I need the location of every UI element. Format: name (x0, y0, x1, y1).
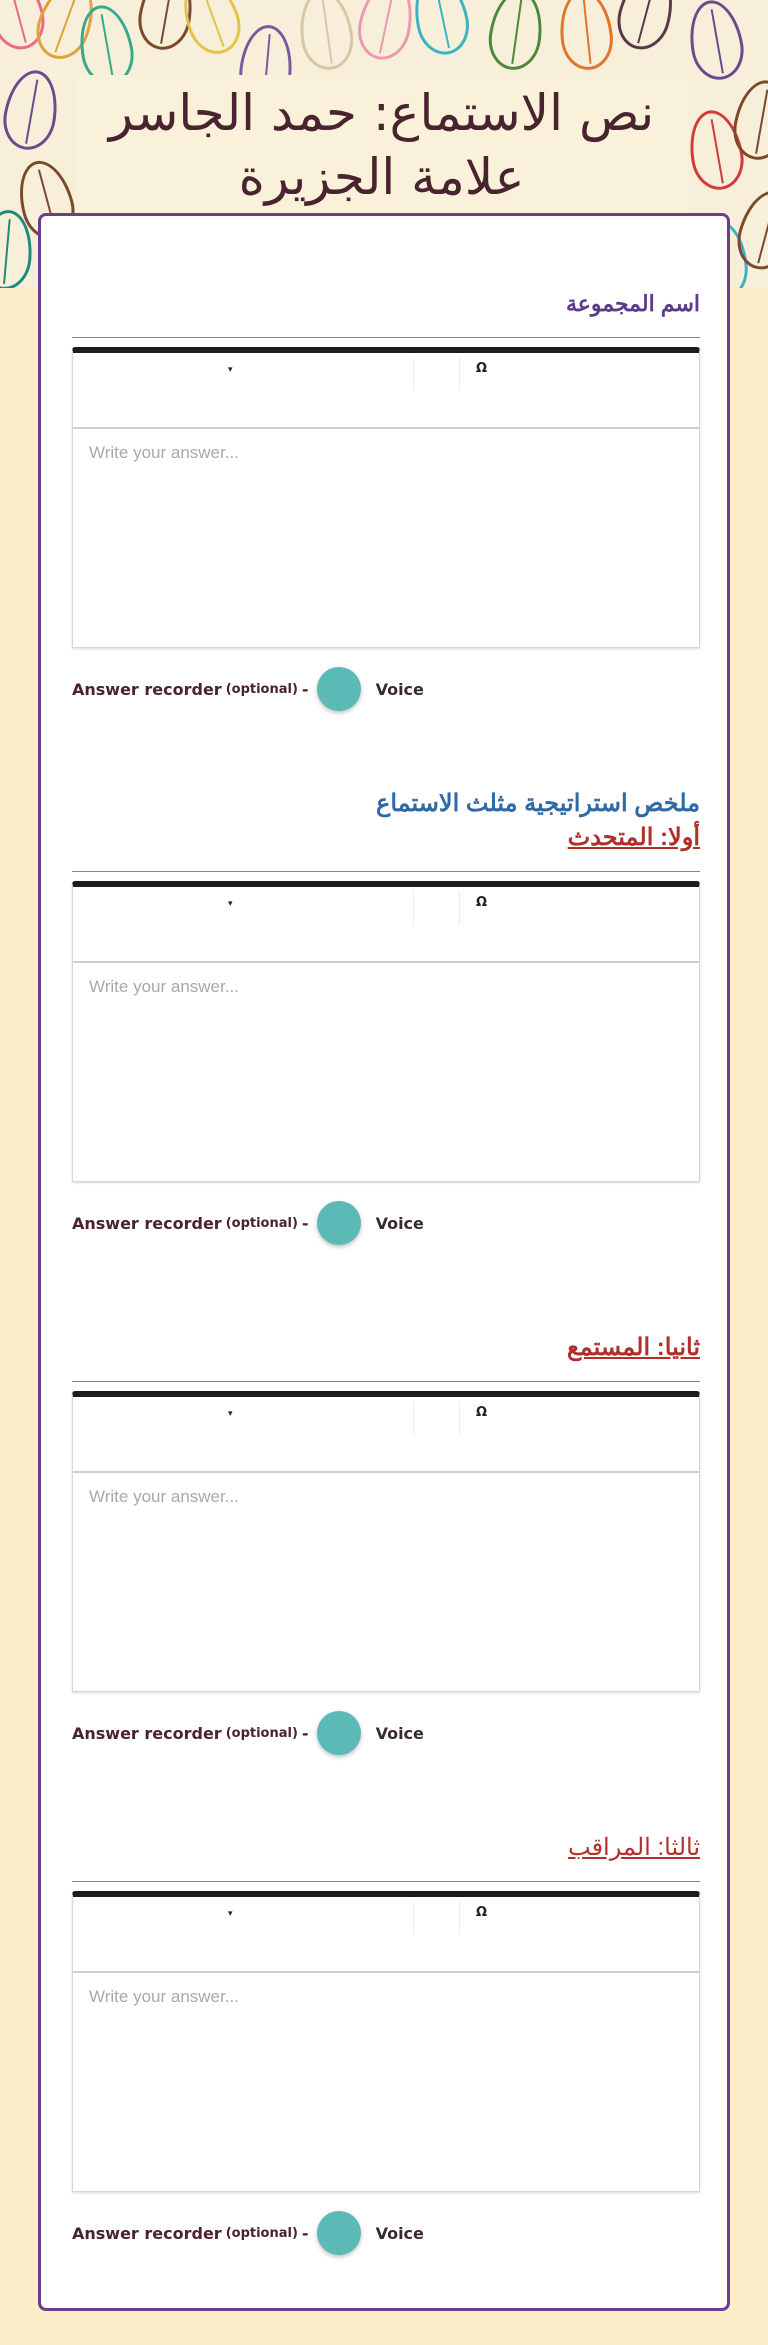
leaf-decoration-icon (407, 0, 474, 60)
format-dropdown-chevron-down-icon[interactable]: ▾ (228, 1909, 233, 1919)
recorder-dash: - (301, 1213, 309, 1233)
leaf-decoration-icon (0, 66, 64, 154)
voice-label: Voice (375, 2223, 424, 2243)
special-character-icon[interactable]: Ω (476, 361, 488, 376)
voice-label: Voice (375, 1723, 424, 1743)
question-section-4 (72, 1833, 700, 2256)
rich-text-editor (72, 881, 700, 1182)
special-character-icon[interactable]: Ω (476, 1405, 488, 1420)
leaf-decoration-icon (352, 0, 419, 65)
recorder-optional-label: (optional) (225, 681, 298, 697)
question-subheading: أولا: المتحدث (567, 824, 700, 851)
format-dropdown-chevron-down-icon[interactable]: ▾ (228, 1409, 233, 1419)
voice-label: Voice (375, 1213, 424, 1233)
leaf-decoration-icon (683, 0, 748, 84)
divider (72, 1881, 700, 1882)
editor-toolbar (73, 353, 699, 429)
editor-toolbar (73, 1897, 699, 1973)
editor-toolbar (73, 1397, 699, 1473)
question-section-2 (72, 789, 700, 1246)
rich-text-editor (72, 1891, 700, 2192)
recorder-optional-label: (optional) (225, 2225, 298, 2241)
worksheet-card (38, 213, 730, 2311)
leaf-decoration-icon (611, 0, 682, 55)
record-button[interactable] (317, 667, 361, 711)
answer-recorder (72, 1200, 700, 1246)
voice-label: Voice (375, 679, 424, 699)
question-heading: ملخص استراتيجية مثلث الاستماع (376, 790, 700, 817)
answer-input[interactable]: Write your answer... (89, 443, 239, 462)
recorder-dash: - (301, 2223, 309, 2243)
toolbar-separator (459, 357, 460, 391)
special-character-icon[interactable]: Ω (476, 895, 488, 910)
answer-input[interactable]: Write your answer... (89, 977, 239, 996)
recorder-dash: - (301, 679, 309, 699)
toolbar-separator (413, 891, 414, 925)
record-button[interactable] (317, 1711, 361, 1755)
answer-input[interactable]: Write your answer... (89, 1487, 239, 1506)
toolbar-separator (459, 1901, 460, 1935)
page-title-line-2: علامة الجزيرة (238, 148, 525, 206)
question-heading: ثالثا: المراقب (568, 1834, 700, 1861)
record-button[interactable] (317, 1201, 361, 1245)
toolbar-separator (413, 1401, 414, 1435)
answer-recorder (72, 2210, 700, 2256)
toolbar-separator (459, 1401, 460, 1435)
question-heading: ثانيا: المستمع (566, 1334, 700, 1361)
recorder-dash: - (301, 1723, 309, 1743)
rich-text-editor (72, 347, 700, 648)
toolbar-separator (413, 1901, 414, 1935)
recorder-label: Answer recorder (72, 1213, 222, 1233)
toolbar-separator (413, 357, 414, 391)
editor-toolbar (73, 887, 699, 963)
toolbar-separator (459, 891, 460, 925)
page-title-box (75, 75, 688, 215)
answer-input[interactable]: Write your answer... (89, 1987, 239, 2006)
rich-text-editor (72, 1391, 700, 1692)
special-character-icon[interactable]: Ω (476, 1905, 488, 1920)
answer-recorder (72, 666, 700, 712)
format-dropdown-chevron-down-icon[interactable]: ▾ (228, 899, 233, 909)
leaf-decoration-icon (295, 0, 358, 73)
leaf-decoration-icon (485, 0, 548, 73)
page-title-line-1: نص الاستماع: حمد الجاسر (108, 84, 655, 142)
record-button[interactable] (317, 2211, 361, 2255)
divider (72, 871, 700, 872)
answer-recorder (72, 1710, 700, 1756)
question-section-1 (72, 291, 700, 712)
divider (72, 1381, 700, 1382)
recorder-label: Answer recorder (72, 1723, 222, 1743)
leaf-decoration-icon (556, 0, 616, 72)
divider (72, 337, 700, 338)
recorder-optional-label: (optional) (225, 1725, 298, 1741)
format-dropdown-chevron-down-icon[interactable]: ▾ (228, 365, 233, 375)
recorder-label: Answer recorder (72, 2223, 222, 2243)
question-section-3 (72, 1333, 700, 1756)
recorder-optional-label: (optional) (225, 1215, 298, 1231)
question-heading: اسم المجموعة (565, 291, 700, 316)
recorder-label: Answer recorder (72, 679, 222, 699)
